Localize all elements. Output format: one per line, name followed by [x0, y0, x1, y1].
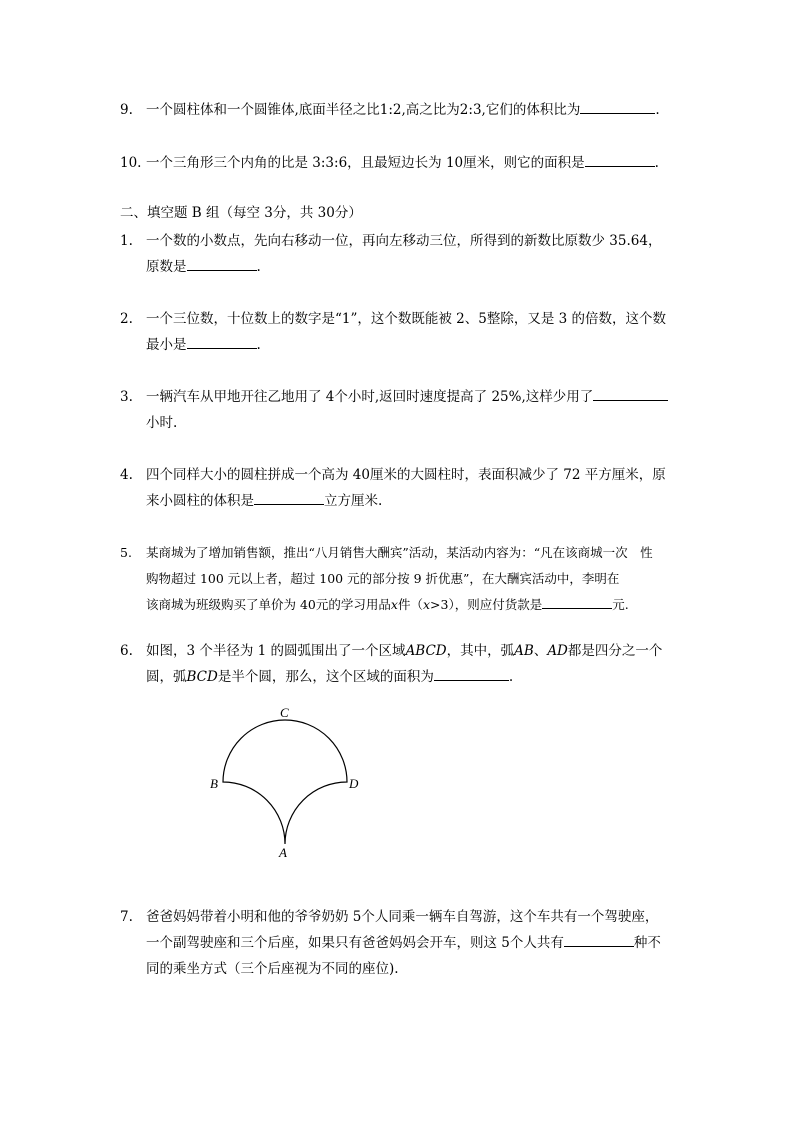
question-b5: 5. 某商城为了增加销售额，推出“八月销售大酬宾”活动，某活动内容为：“凡在该商城一次 性 购物超过 100 元以上者，超过 100 元的部分按 9 折优惠”，在大酬宾活动中，李明在 该商城为班级购买了单价为 40元的学习用品x件（x>3），则应付货款是 元. [120, 545, 653, 612]
question-b1: 1. 一个数的小数点，先向右移动一位，再向左移动三位，所得到的新数比原数少 35.64， 原数是 . [120, 233, 662, 275]
answer-blank[interactable] [187, 256, 257, 271]
label-a: A [279, 845, 287, 860]
question-b4: 4. 四个同样大小的圆柱拼成一个高为 40厘米的大圆柱时，表面积减少了 72 平方厘米，原 来小圆柱的体积是 立方厘米. [120, 467, 666, 509]
answer-blank[interactable] [564, 932, 634, 947]
region-abcd-outline [223, 720, 347, 844]
question-b7: 7. 爸爸妈妈带着小明和他的爷爷奶奶 5个人同乘一辆车自驾游，这个车共有一个驾驶座， 一个副驾驶座和三个后座，如果只有爸爸妈妈会开车，则这 5个人共有 种不 同的乘坐方式（三个后座视为不同的座位). [120, 909, 661, 977]
answer-blank[interactable] [254, 490, 324, 505]
label-b: B [210, 776, 218, 791]
answer-blank[interactable] [542, 594, 612, 609]
label-c: C [280, 705, 289, 720]
question-9: 9. 一个圆柱体和一个圆锥体,底面半径之比1:2,高之比为2:3,它们的体积比为 . [120, 97, 680, 123]
question-b6: 6. 如图，3 个半径为 1 的圆弧围出了一个区域ABCD，其中，弧AB、AD都是四分之一个 圆，弧BCD是半个圆，那么，这个区域的面积为 . [120, 643, 663, 685]
question-b2: 2. 一个三位数，十位数上的数字是“1”，这个数既能被 2、5整除，又是 3 的倍数，这个数 最小是 . [120, 311, 667, 353]
answer-blank[interactable] [580, 99, 655, 114]
question-10: 10. 一个三角形三个内角的比是 3:3:6，且最短边长为 10厘米，则它的面积是 . [120, 150, 680, 176]
answer-blank[interactable] [585, 152, 655, 167]
label-d: D [349, 776, 359, 791]
arc-figure [200, 700, 370, 865]
answer-blank[interactable] [593, 386, 668, 401]
answer-blank[interactable] [187, 334, 257, 349]
section-title: 二、填空题 B 组（每空 3分，共 30分） [120, 205, 362, 221]
question-b3: 3. 一辆汽车从甲地开往乙地用了 4个小时,返回时速度提高了 25%,这样少用了 小时. [120, 384, 680, 436]
answer-blank[interactable] [434, 666, 509, 681]
